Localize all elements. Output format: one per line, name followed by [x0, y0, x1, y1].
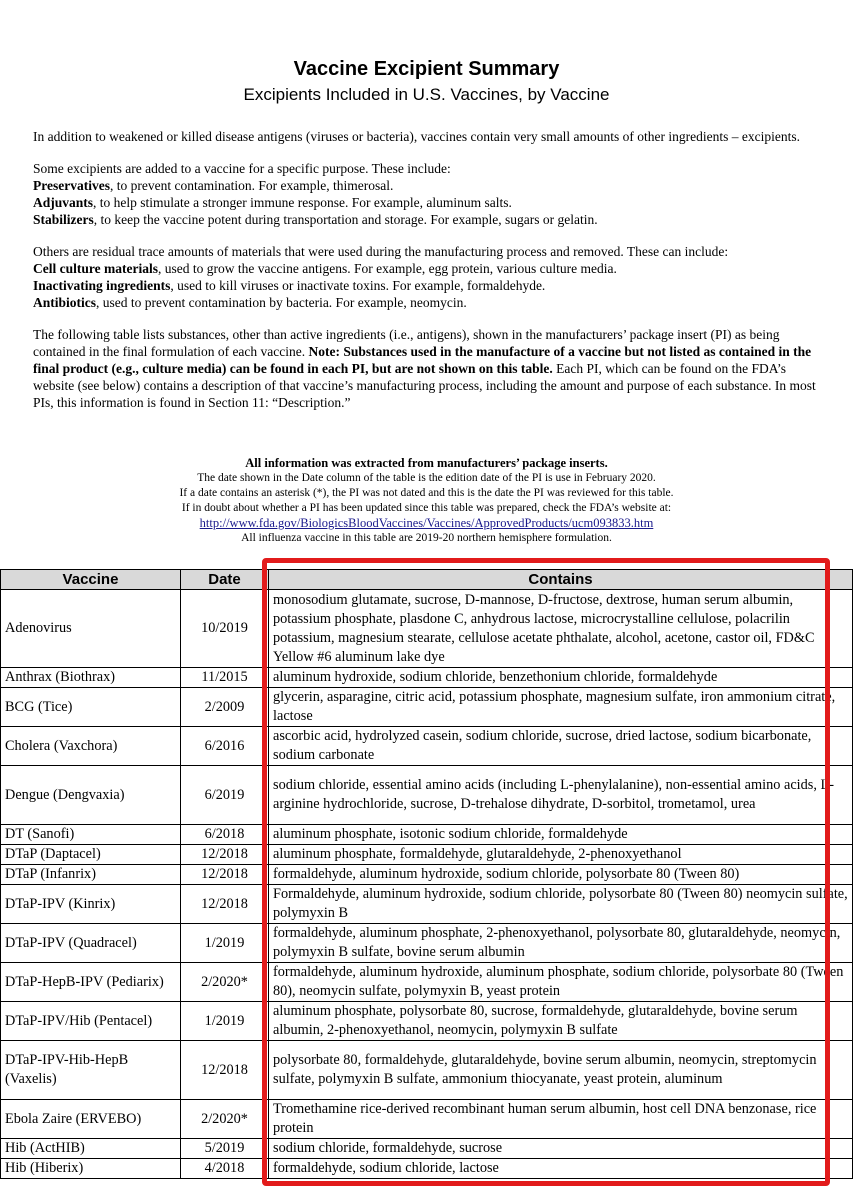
date-cell: 6/2019 [181, 766, 269, 825]
table-row [1, 668, 853, 688]
contains-cell: Tromethamine rice-derived recombinant human serum albumin, host cell DNA benzonase, rice protein [269, 1100, 853, 1139]
contains-cell: formaldehyde, sodium chloride, lactose [269, 1159, 853, 1179]
vaccine-cell: DTaP-IPV-Hib-HepB (Vaxelis) [1, 1041, 181, 1100]
intro-paragraph-purpose: Some excipients are added to a vaccine for a specific purpose. These include: Preservatives, to prevent contamination. For example, thimerosal. Adjuvants, to help stimulate a stronger immune response. For example, aluminum salts. Stabilizers, to keep the vaccine potent during transportation and storage. For example, sugars or gelatin. [33, 161, 598, 227]
contains-cell: sodium chloride, essential amino acids (including L-phenylalanine), non-essential amino acids, L-arginine hydrochloride, sucrose, D-trehalose dihydrate, D-sorbitol, trometamol, urea [269, 766, 853, 825]
contains-cell: aluminum phosphate, formaldehyde, glutaraldehyde, 2-phenoxyethanol [269, 845, 853, 865]
date-cell: 5/2019 [181, 1139, 269, 1159]
contains-cell: aluminum phosphate, isotonic sodium chloride, formaldehyde [269, 825, 853, 845]
table-row [1, 1002, 853, 1041]
contains-cell: Formaldehyde, aluminum hydroxide, sodium chloride, polysorbate 80 (Tween 80) neomycin sulfate, polymyxin B [269, 885, 853, 924]
contains-cell: monosodium glutamate, sucrose, D-mannose, D-fructose, dextrose, human serum albumin, potassium phosphate, plasdone C, anhydrous lactose, microcrystalline cellulose, polacrilin potassium, magnesium stearate, cellulose acetate phthalate, alcohol, acetone, castor oil, FD&C Yellow #6 aluminum lake dye [269, 590, 853, 668]
date-cell: 12/2018 [181, 1041, 269, 1100]
vaccine-cell: Hib (ActHIB) [1, 1139, 181, 1159]
date-cell: 11/2015 [181, 668, 269, 688]
notice-line-1: The date shown in the Date column of the table is the edition date of the PI is use in February 2020. [197, 472, 656, 484]
vaccine-cell: BCG (Tice) [1, 688, 181, 727]
date-cell: 1/2019 [181, 924, 269, 963]
date-cell: 12/2018 [181, 845, 269, 865]
vaccine-cell: Ebola Zaire (ERVEBO) [1, 1100, 181, 1139]
contains-cell: formaldehyde, aluminum phosphate, 2-phenoxyethanol, polysorbate 80, glutaraldehyde, neomycin, polymyxin B sulfate, bovine serum albumin [269, 924, 853, 963]
column-header-contains: Contains [269, 570, 853, 590]
table-row [1, 1139, 853, 1159]
contains-cell: aluminum hydroxide, sodium chloride, benzethonium chloride, formaldehyde [269, 668, 853, 688]
table-row [1, 1041, 853, 1100]
contains-cell: formaldehyde, aluminum hydroxide, aluminum phosphate, sodium chloride, polysorbate 80 (Tween 80), neomycin sulfate, polymyxin B, yeast protein [269, 963, 853, 1002]
table-row [1, 865, 853, 885]
table-row [1, 688, 853, 727]
intro-text [33, 128, 823, 426]
column-header-date: Date [181, 570, 269, 590]
page-title: Vaccine Excipient Summary [293, 58, 560, 80]
date-cell: 2/2009 [181, 688, 269, 727]
contains-cell: sodium chloride, formaldehyde, sucrose [269, 1139, 853, 1159]
vaccine-cell: Adenovirus [1, 590, 181, 668]
date-cell: 6/2018 [181, 825, 269, 845]
intro-paragraph-table-note: The following table lists substances, other than active ingredients (i.e., antigens), shown in the manufacturers’ package insert (PI) as being contained in the final formulation of each vaccine. Note: Substances used in the manufacture of a vaccine but not listed as contained in the final product (e.g., culture media) can be found in each PI, but are not shown on this table. Each PI, which can be found on the FDA’s website (see below) contains a description of that vaccine’s manufacturing process, including the amount and purpose of each substance. In most PIs, this information is found in Section 11: “Description.” [33, 327, 816, 410]
vaccine-cell: DTaP-HepB-IPV (Pediarix) [1, 963, 181, 1002]
table-row [1, 766, 853, 825]
notice-line-4: All influenza vaccine in this table are 2019-20 northern hemisphere formulation. [241, 532, 612, 544]
date-cell: 6/2016 [181, 727, 269, 766]
page-subtitle: Excipients Included in U.S. Vaccines, by Vaccine [243, 85, 610, 104]
date-cell: 2/2020* [181, 1100, 269, 1139]
intro-paragraph-1: In addition to weakened or killed disease antigens (viruses or bacteria), vaccines contain very small amounts of other ingredients – excipients. [33, 129, 801, 144]
source-notice [0, 456, 853, 546]
contains-cell: formaldehyde, aluminum hydroxide, sodium chloride, polysorbate 80 (Tween 80) [269, 865, 853, 885]
vaccine-cell: Hib (Hiberix) [1, 1159, 181, 1179]
table-row [1, 963, 853, 1002]
table-row [1, 727, 853, 766]
vaccine-cell: DT (Sanofi) [1, 825, 181, 845]
date-cell: 12/2018 [181, 885, 269, 924]
table-header-row [1, 570, 853, 590]
intro-paragraph-residual: Others are residual trace amounts of materials that were used during the manufacturing process and removed. These can include: Cell culture materials, used to grow the vaccine antigens. For example, egg protein, various culture media. Inactivating ingredients, used to kill viruses or inactivate toxins. For example, formaldehyde. Antibiotics, used to prevent contamination by bacteria. For example, neomycin. [33, 244, 729, 310]
vaccine-cell: DTaP (Daptacel) [1, 845, 181, 865]
notice-line-2: If a date contains an asterisk (*), the PI was not dated and this is the date the PI was reviewed for this table. [179, 487, 674, 499]
notice-line-3: If in doubt about whether a PI has been updated since this table was prepared, check the FDA’s website at: [181, 502, 672, 514]
table-row [1, 1159, 853, 1179]
date-cell: 1/2019 [181, 1002, 269, 1041]
notice-heading: All information was extracted from manufacturers’ package inserts. [245, 456, 608, 470]
vaccine-cell: Dengue (Dengvaxia) [1, 766, 181, 825]
contains-cell: aluminum phosphate, polysorbate 80, sucrose, formaldehyde, glutaraldehyde, bovine serum albumin, 2-phenoxyethanol, neomycin, polymyxin B sulfate [269, 1002, 853, 1041]
vaccine-cell: Anthrax (Biothrax) [1, 668, 181, 688]
vaccine-cell: DTaP (Infanrix) [1, 865, 181, 885]
excipient-table [0, 569, 853, 1179]
column-header-vaccine: Vaccine [1, 570, 181, 590]
table-row [1, 825, 853, 845]
fda-link[interactable]: http://www.fda.gov/BiologicsBloodVaccines/Vaccines/ApprovedProducts/ucm093833.htm [199, 516, 654, 530]
table-row [1, 845, 853, 865]
vaccine-cell: DTaP-IPV (Kinrix) [1, 885, 181, 924]
table-row [1, 590, 853, 668]
contains-cell: glycerin, asparagine, citric acid, potassium phosphate, magnesium sulfate, iron ammonium citrate, lactose [269, 688, 853, 727]
vaccine-cell: DTaP-IPV (Quadracel) [1, 924, 181, 963]
vaccine-cell: Cholera (Vaxchora) [1, 727, 181, 766]
date-cell: 12/2018 [181, 865, 269, 885]
date-cell: 4/2018 [181, 1159, 269, 1179]
date-cell: 10/2019 [181, 590, 269, 668]
vaccine-cell: DTaP-IPV/Hib (Pentacel) [1, 1002, 181, 1041]
date-cell: 2/2020* [181, 963, 269, 1002]
contains-cell: polysorbate 80, formaldehyde, glutaraldehyde, bovine serum albumin, neomycin, streptomycin sulfate, polymyxin B sulfate, ammonium thiocyanate, yeast protein, aluminum [269, 1041, 853, 1100]
table-row [1, 885, 853, 924]
table-row [1, 1100, 853, 1139]
contains-cell: ascorbic acid, hydrolyzed casein, sodium chloride, sucrose, dried lactose, sodium bicarbonate, sodium carbonate [269, 727, 853, 766]
table-row [1, 924, 853, 963]
